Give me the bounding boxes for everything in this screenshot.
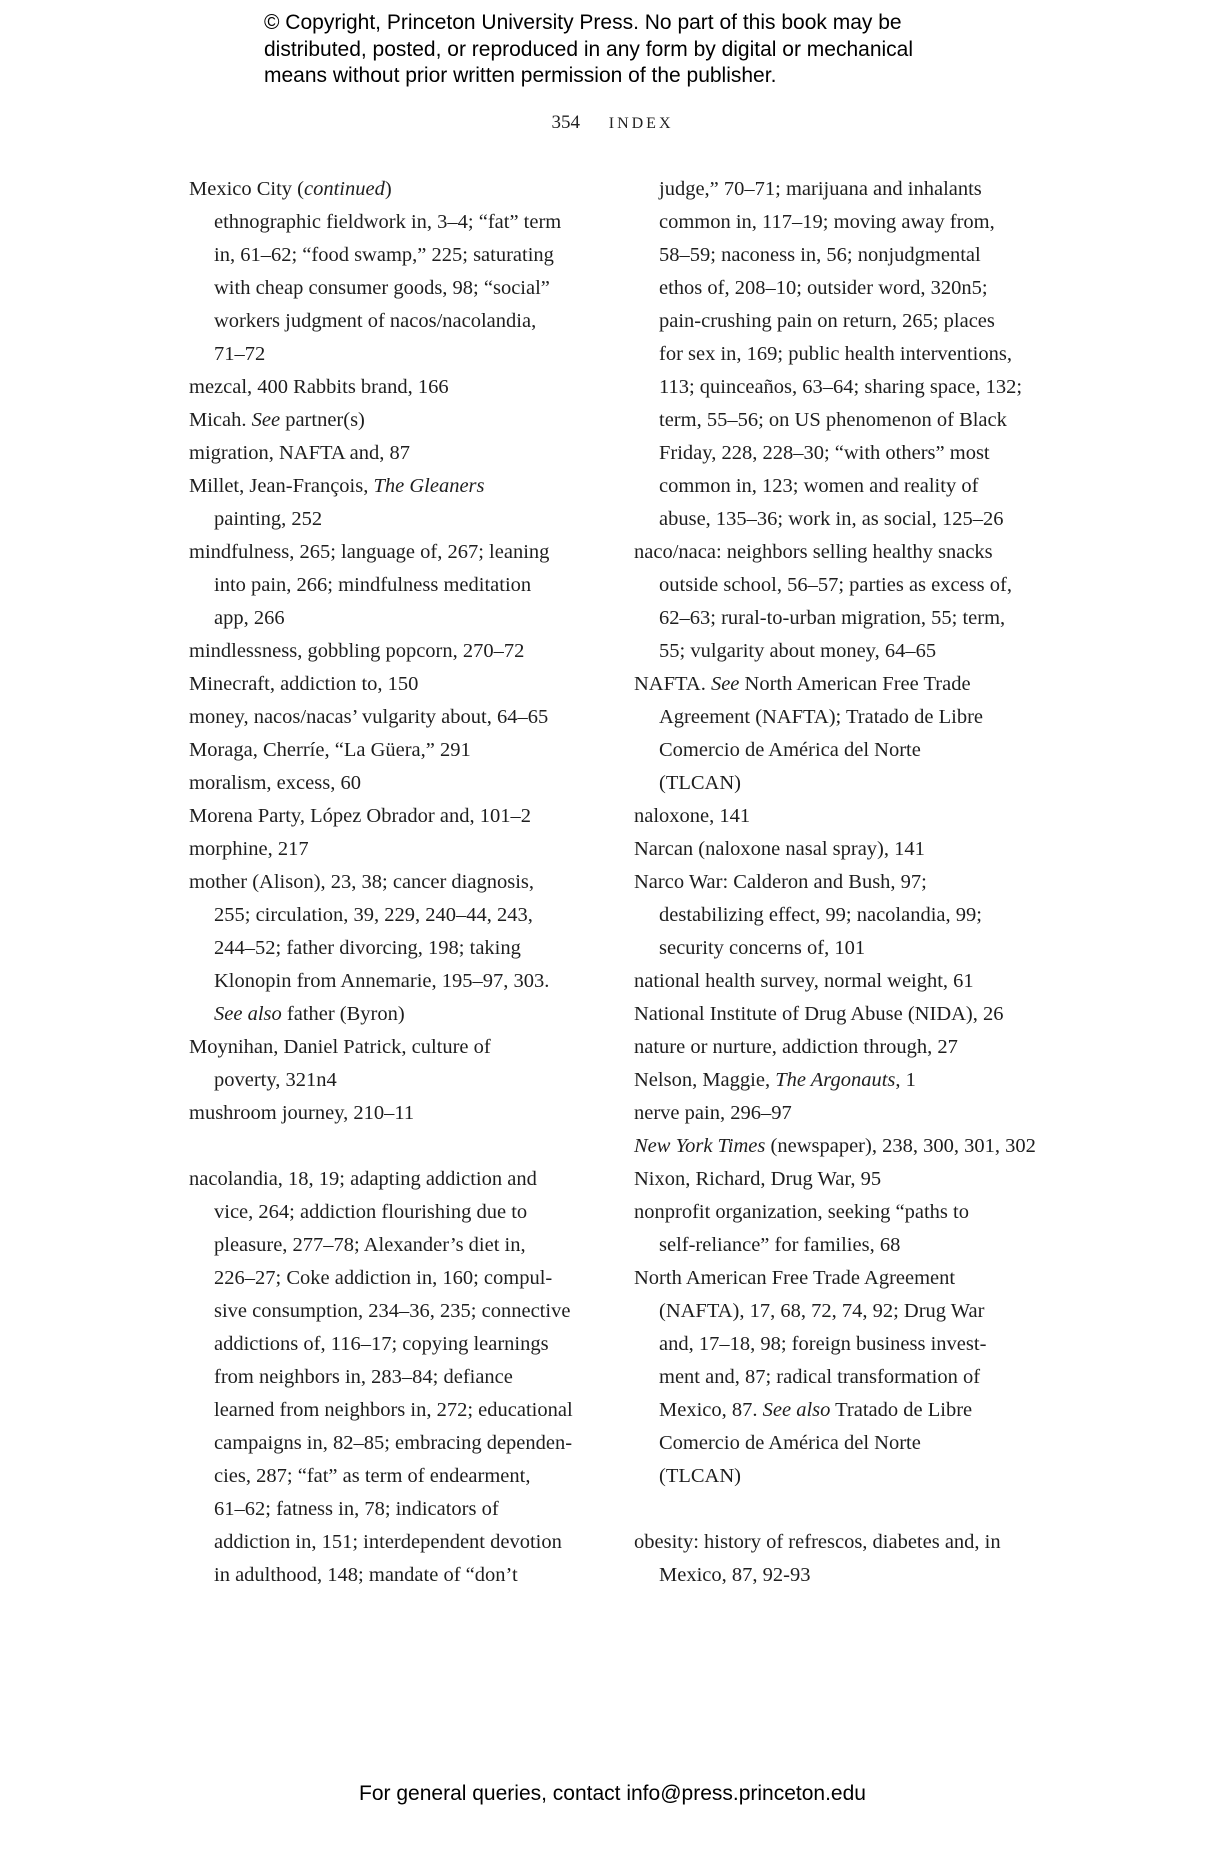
section-title: INDEX bbox=[608, 115, 674, 132]
entry-text: National Institute of Drug Abuse (NIDA), 26 bbox=[634, 1003, 1004, 1025]
entry-italic-text: See bbox=[710, 673, 740, 695]
entry-text: partner(s) bbox=[280, 409, 365, 431]
entry-text: for sex in, 169; public health interventions, bbox=[659, 343, 1012, 365]
entry-text: common in, 117–19; moving away from, bbox=[659, 211, 995, 233]
entry-text: Micah. bbox=[189, 409, 252, 431]
entry-text: North American Free Trade Agreement bbox=[634, 1267, 956, 1289]
index-subline bbox=[189, 1295, 609, 1328]
index-entry bbox=[189, 800, 609, 833]
index-entry bbox=[634, 1262, 1064, 1295]
entry-text: mindlessness, gobbling popcorn, 270–72 bbox=[189, 640, 525, 662]
index-subline bbox=[189, 1361, 609, 1394]
index-subline bbox=[634, 173, 1064, 206]
entry-text: 71–72 bbox=[214, 343, 266, 365]
index-column-left bbox=[189, 173, 609, 1592]
entry-text: Agreement (NAFTA); Tratado de Libre bbox=[659, 706, 984, 728]
entry-text: Morena Party, López Obrador and, 101–2 bbox=[189, 805, 531, 827]
index-subline bbox=[189, 206, 609, 239]
index-subline bbox=[189, 503, 609, 536]
entry-text: addictions of, 116–17; copying learnings bbox=[214, 1333, 549, 1355]
index-subline bbox=[634, 470, 1064, 503]
entry-text: (TLCAN) bbox=[659, 772, 741, 794]
entry-text: obesity: history of refrescos, diabetes and, in bbox=[634, 1531, 1001, 1553]
entry-spacer bbox=[189, 1130, 609, 1163]
index-entry bbox=[634, 1196, 1064, 1229]
entry-text: migration, NAFTA and, 87 bbox=[189, 442, 410, 464]
entry-text: nature or nurture, addiction through, 27 bbox=[634, 1036, 958, 1058]
index-subline bbox=[189, 239, 609, 272]
index-subline bbox=[634, 1559, 1064, 1592]
index-subline bbox=[634, 272, 1064, 305]
entry-text: nerve pain, 296–97 bbox=[634, 1102, 792, 1124]
entry-text: addiction in, 151; interdependent devotion bbox=[214, 1531, 562, 1553]
entry-text: mindfulness, 265; language of, 267; leaning bbox=[189, 541, 550, 563]
index-entry bbox=[634, 1163, 1064, 1196]
index-subline bbox=[189, 899, 609, 932]
index-subline bbox=[189, 602, 609, 635]
index-subline bbox=[189, 1064, 609, 1097]
index-subline bbox=[634, 1394, 1064, 1427]
entry-text: 113; quinceaños, 63–64; sharing space, 132; bbox=[659, 376, 1023, 398]
entry-text: North American Free Trade bbox=[739, 673, 971, 695]
entry-text: Narco War: Calderon and Bush, 97; bbox=[634, 871, 927, 893]
entry-text: learned from neighbors in, 272; educational bbox=[214, 1399, 573, 1421]
entry-text: pleasure, 277–78; Alexander’s diet in, bbox=[214, 1234, 526, 1256]
entry-text: Tratado de Libre bbox=[830, 1399, 973, 1421]
running-head bbox=[0, 112, 1225, 134]
entry-text: Friday, 228, 228–30; “with others” most bbox=[659, 442, 990, 464]
index-entry bbox=[189, 767, 609, 800]
index-subline bbox=[189, 1460, 609, 1493]
index-entry bbox=[189, 866, 609, 899]
index-entry bbox=[189, 1097, 609, 1130]
entry-text: mezcal, 400 Rabbits brand, 166 bbox=[189, 376, 449, 398]
entry-text: mother (Alison), 23, 38; cancer diagnosis, bbox=[189, 871, 535, 893]
index-subline bbox=[634, 437, 1064, 470]
entry-text: with cheap consumer goods, 98; “social” bbox=[214, 277, 550, 299]
entry-text: Comercio de América del Norte bbox=[659, 739, 921, 761]
index-subline bbox=[634, 635, 1064, 668]
entry-text: destabilizing effect, 99; nacolandia, 99; bbox=[659, 904, 982, 926]
index-entry bbox=[634, 833, 1064, 866]
index-entry bbox=[634, 1526, 1064, 1559]
entry-italic-text: The Argonauts bbox=[775, 1069, 896, 1091]
index-subline bbox=[189, 998, 609, 1031]
index-subline bbox=[189, 272, 609, 305]
index-subline bbox=[189, 1559, 609, 1592]
entry-text: morphine, 217 bbox=[189, 838, 309, 860]
entry-text: NAFTA. bbox=[634, 673, 711, 695]
copyright-line: distributed, posted, or reproduced in any form by digital or mechanical bbox=[264, 37, 914, 61]
index-subline bbox=[634, 371, 1064, 404]
index-entry bbox=[189, 437, 609, 470]
index-subline bbox=[189, 338, 609, 371]
index-entry bbox=[189, 668, 609, 701]
entry-text: common in, 123; women and reality of bbox=[659, 475, 979, 497]
entry-italic-text: The Gleaners bbox=[373, 475, 485, 497]
index-entry bbox=[634, 866, 1064, 899]
entry-text: 61–62; fatness in, 78; indicators of bbox=[214, 1498, 499, 1520]
index-subline bbox=[189, 1196, 609, 1229]
index-entry bbox=[634, 1130, 1064, 1163]
index-subline bbox=[634, 1295, 1064, 1328]
index-entry bbox=[634, 668, 1064, 701]
entry-text: Moynihan, Daniel Patrick, culture of bbox=[189, 1036, 491, 1058]
index-entry bbox=[634, 998, 1064, 1031]
entry-text: outside school, 56–57; parties as excess of, bbox=[659, 574, 1012, 596]
index-entry bbox=[189, 371, 609, 404]
entry-text: app, 266 bbox=[214, 607, 285, 629]
entry-text: Mexico, 87, 92-93 bbox=[659, 1564, 811, 1586]
entry-text: Millet, Jean-François, bbox=[189, 475, 374, 497]
entry-text: mushroom journey, 210–11 bbox=[189, 1102, 415, 1124]
entry-text: cies, 287; “fat” as term of endearment, bbox=[214, 1465, 531, 1487]
entry-text: vice, 264; addiction flourishing due to bbox=[214, 1201, 528, 1223]
index-entry bbox=[634, 1031, 1064, 1064]
index-subline bbox=[634, 305, 1064, 338]
copyright-line: © Copyright, Princeton University Press. No part of this book may be bbox=[264, 11, 902, 34]
index-subline bbox=[189, 305, 609, 338]
entry-text: 244–52; father divorcing, 198; taking bbox=[214, 937, 521, 959]
entry-text: Comercio de América del Norte bbox=[659, 1432, 921, 1454]
index-subline bbox=[634, 932, 1064, 965]
entry-text: from neighbors in, 283–84; defiance bbox=[214, 1366, 513, 1388]
index-entry bbox=[634, 965, 1064, 998]
index-subline bbox=[634, 404, 1064, 437]
index-entry bbox=[189, 635, 609, 668]
entry-text: sive consumption, 234–36, 235; connective bbox=[214, 1300, 571, 1322]
index-entry bbox=[189, 470, 609, 503]
index-subline bbox=[634, 1361, 1064, 1394]
index-subline bbox=[189, 1328, 609, 1361]
index-entry bbox=[634, 800, 1064, 833]
entry-text: (NAFTA), 17, 68, 72, 74, 92; Drug War bbox=[659, 1300, 985, 1322]
index-entry bbox=[189, 404, 609, 437]
entry-text: Mexico, 87. bbox=[659, 1399, 763, 1421]
index-subline bbox=[634, 503, 1064, 536]
index-entry bbox=[189, 173, 609, 206]
index-subline bbox=[634, 206, 1064, 239]
entry-text: pain-crushing pain on return, 265; places bbox=[659, 310, 995, 332]
entry-italic-text: See also bbox=[762, 1399, 831, 1421]
entry-text: abuse, 135–36; work in, as social, 125–26 bbox=[659, 508, 1004, 530]
entry-text: 58–59; naconess in, 56; nonjudgmental bbox=[659, 244, 981, 266]
entry-text: 226–27; Coke addiction in, 160; compul- bbox=[214, 1267, 553, 1289]
entry-text: nonprofit organization, seeking “paths to bbox=[634, 1201, 969, 1223]
entry-text: 62–63; rural-to-urban migration, 55; term, bbox=[659, 607, 1006, 629]
index-entry bbox=[634, 1064, 1064, 1097]
entry-text: security concerns of, 101 bbox=[659, 937, 866, 959]
index-entry bbox=[189, 833, 609, 866]
copyright-notice bbox=[264, 10, 913, 90]
index-subline bbox=[634, 1427, 1064, 1460]
index-subline bbox=[189, 1427, 609, 1460]
entry-text: self-reliance” for families, 68 bbox=[659, 1234, 901, 1256]
entry-text: naco/naca: neighbors selling healthy snacks bbox=[634, 541, 993, 563]
index-subline bbox=[189, 965, 609, 998]
index-entry bbox=[634, 1097, 1064, 1130]
copyright-line: means without prior written permission of the publisher. bbox=[264, 64, 777, 87]
entry-text: ethos of, 208–10; outsider word, 320n5; bbox=[659, 277, 988, 299]
entry-text: (TLCAN) bbox=[659, 1465, 741, 1487]
entry-italic-text: continued bbox=[304, 178, 385, 200]
index-subline bbox=[634, 569, 1064, 602]
entry-text: in, 61–62; “food swamp,” 225; saturating bbox=[214, 244, 554, 266]
entry-text: Nixon, Richard, Drug War, 95 bbox=[634, 1168, 882, 1190]
entry-text: painting, 252 bbox=[214, 508, 323, 530]
entry-text: term, 55–56; on US phenomenon of Black bbox=[659, 409, 1007, 431]
entry-text: judge,” 70–71; marijuana and inhalants bbox=[659, 178, 982, 200]
index-subline bbox=[189, 1229, 609, 1262]
entry-text: Mexico City ( bbox=[189, 178, 305, 200]
entry-text: moralism, excess, 60 bbox=[189, 772, 361, 794]
index-subline bbox=[634, 1229, 1064, 1262]
entry-text: Minecraft, addiction to, 150 bbox=[189, 673, 419, 695]
index-subline bbox=[189, 1493, 609, 1526]
entry-text: Moraga, Cherríe, “La Güera,” 291 bbox=[189, 739, 471, 761]
entry-text: ) bbox=[384, 178, 392, 200]
index-subline bbox=[634, 1328, 1064, 1361]
index-entry bbox=[189, 1031, 609, 1064]
index-subline bbox=[634, 602, 1064, 635]
index-entry bbox=[189, 1163, 609, 1196]
index-subline bbox=[634, 767, 1064, 800]
entry-text: (newspaper), 238, 300, 301, 302 bbox=[765, 1135, 1036, 1157]
index-entry bbox=[189, 734, 609, 767]
entry-italic-text: See also bbox=[214, 1003, 282, 1025]
entry-text: naloxone, 141 bbox=[634, 805, 751, 827]
entry-text: nacolandia, 18, 19; adapting addiction and bbox=[189, 1168, 537, 1190]
entry-text: into pain, 266; mindfulness meditation bbox=[214, 574, 532, 596]
index-subline bbox=[634, 701, 1064, 734]
entry-text: workers judgment of nacos/nacolandia, bbox=[214, 310, 537, 332]
entry-text: ethnographic fieldwork in, 3–4; “fat” term bbox=[214, 211, 562, 233]
entry-text: Narcan (naloxone nasal spray), 141 bbox=[634, 838, 925, 860]
entry-text: Nelson, Maggie, bbox=[634, 1069, 776, 1091]
index-subline bbox=[189, 569, 609, 602]
index-subline bbox=[634, 338, 1064, 371]
entry-text: , 1 bbox=[895, 1069, 916, 1091]
index-subline bbox=[634, 1460, 1064, 1493]
entry-text: 255; circulation, 39, 229, 240–44, 243, bbox=[214, 904, 533, 926]
entry-italic-text: See bbox=[251, 409, 281, 431]
entry-text: 55; vulgarity about money, 64–65 bbox=[659, 640, 937, 662]
page-number: 354 bbox=[551, 112, 580, 133]
entry-text: and, 17–18, 98; foreign business invest- bbox=[659, 1333, 987, 1355]
index-entry bbox=[634, 536, 1064, 569]
entry-text: ment and, 87; radical transformation of bbox=[659, 1366, 981, 1388]
entry-text: poverty, 321n4 bbox=[214, 1069, 337, 1091]
index-subline bbox=[634, 899, 1064, 932]
entry-text: Klonopin from Annemarie, 195–97, 303. bbox=[214, 970, 550, 992]
index-subline bbox=[189, 1262, 609, 1295]
entry-text: campaigns in, 82–85; embracing dependen- bbox=[214, 1432, 573, 1454]
entry-italic-text: New York Times bbox=[634, 1135, 766, 1157]
entry-spacer bbox=[634, 1493, 1064, 1526]
index-subline bbox=[189, 932, 609, 965]
index-entry bbox=[189, 536, 609, 569]
footer-contact: For general queries, contact info@press.princeton.edu bbox=[359, 1782, 866, 1805]
index-subline bbox=[189, 1394, 609, 1427]
entry-text: money, nacos/nacas’ vulgarity about, 64–65 bbox=[189, 706, 549, 728]
entry-text: national health survey, normal weight, 61 bbox=[634, 970, 974, 992]
index-subline bbox=[634, 734, 1064, 767]
index-subline bbox=[634, 239, 1064, 272]
index-subline bbox=[189, 1526, 609, 1559]
index-column-right bbox=[634, 173, 1064, 1592]
index-entry bbox=[189, 701, 609, 734]
entry-text: in adulthood, 148; mandate of “don’t bbox=[214, 1564, 518, 1586]
entry-text: father (Byron) bbox=[281, 1003, 405, 1025]
